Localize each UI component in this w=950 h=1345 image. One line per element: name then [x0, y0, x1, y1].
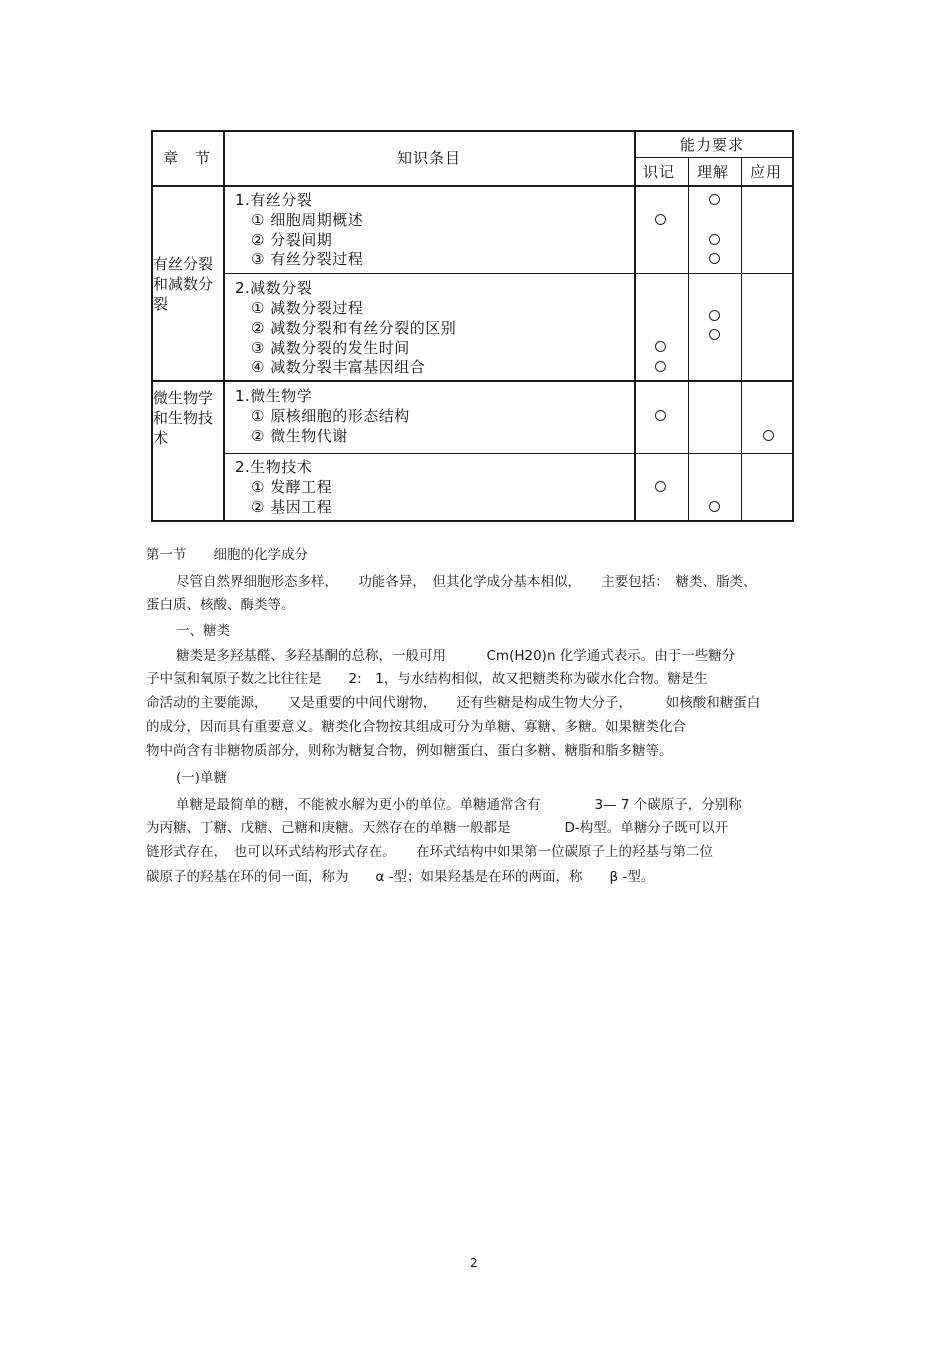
paragraph-line: 物中尚含有非糖物质部分，则称为糖复合物，例如糖蛋白、蛋白多糖、糖脂和脂多糖等。 — [146, 743, 673, 759]
requirement-circle-mark — [763, 430, 774, 441]
requirement-circle-mark — [709, 194, 720, 205]
table-divider — [223, 273, 794, 274]
requirement-circle-mark — [709, 310, 720, 321]
header-level-memorize: 识记 — [643, 163, 676, 181]
knowledge-item: ① 细胞周期概述 — [251, 211, 364, 229]
header-knowledge: 知识条目 — [397, 149, 462, 167]
table-divider — [688, 157, 689, 520]
paragraph-line: 尽管自然界细胞形态多样， 功能各异， 但其化学成分基本相似， 主要包括： 糖类、脂类、 — [176, 574, 757, 590]
requirement-circle-mark — [655, 410, 666, 421]
requirement-circle-mark — [655, 341, 666, 352]
requirement-circle-mark — [655, 481, 666, 492]
heading-monosaccharides: (一)单糖 — [176, 770, 228, 786]
chapter-microbiology-biotech: 微生物学和生物技术 — [153, 389, 214, 447]
table-divider — [741, 157, 742, 520]
paragraph-line: 单糖是最简单的糖，不能被水解为更小的单位。单糖通常含有 3— 7 个碳原子，分别称 — [176, 797, 742, 813]
paragraph-line: 蛋白质、核酸、酶类等。 — [146, 597, 295, 613]
paragraph-line: 的成分，因而具有重要意义。糖类化合物按其组成可分为单糖、寡糖、多糖。如果糖类化合 — [146, 719, 686, 735]
requirement-circle-mark — [655, 214, 666, 225]
table-divider — [223, 132, 225, 520]
knowledge-item: ② 分裂间期 — [251, 231, 333, 249]
header-level-understand: 理解 — [697, 163, 730, 181]
heading-carbohydrates: 一、糖类 — [176, 623, 230, 639]
header-level-apply: 应用 — [750, 163, 783, 181]
knowledge-block-title: 1.微生物学 — [235, 387, 313, 405]
knowledge-item: ③ 减数分裂的发生时间 — [251, 339, 410, 357]
knowledge-table — [151, 130, 794, 522]
paragraph-line: 子中氢和氧原子数之比往往是 2: 1，与水结构相似，故又把糖类称为碳水化合物。糖是生 — [146, 671, 708, 687]
table-divider — [634, 132, 636, 520]
paragraph-line: 为丙糖、丁糖、戊糖、己糖和庚糖。天然存在的单糖一般都是 D-构型。单糖分子既可以开 — [146, 820, 729, 836]
knowledge-block-title: 2.生物技术 — [235, 458, 313, 476]
requirement-circle-mark — [709, 329, 720, 340]
header-chapter: 章 节 — [163, 149, 212, 167]
table-divider — [223, 453, 794, 454]
requirement-circle-mark — [709, 234, 720, 245]
knowledge-item: ① 发酵工程 — [251, 478, 333, 496]
requirement-circle-mark — [709, 501, 720, 512]
paragraph-line: 糖类是多羟基醛、多羟基酮的总称，一般可用 Cm(H20)n 化学通式表示。由于一些糖分 — [176, 648, 736, 664]
section-title: 第一节 细胞的化学成分 — [146, 547, 308, 563]
knowledge-item: ① 减数分裂过程 — [251, 299, 364, 317]
paragraph-line: 链形式存在， 也可以环式结构形式存在。 在环式结构中如果第一位碳原子上的羟基与第二位 — [146, 844, 713, 860]
header-ability: 能力要求 — [680, 136, 745, 154]
chapter-mitosis-meiosis: 有丝分裂和减数分裂 — [153, 255, 214, 313]
paragraph-line: 碳原子的羟基在环的伺一面，称为 α -型；如果羟基是在环的两面，称 β -型。 — [146, 869, 655, 885]
page-number: 2 — [470, 1256, 478, 1270]
table-divider — [153, 380, 794, 382]
knowledge-block-title: 2.减数分裂 — [235, 279, 313, 297]
knowledge-item: ② 减数分裂和有丝分裂的区别 — [251, 319, 457, 337]
knowledge-item: ② 基因工程 — [251, 498, 333, 516]
requirement-circle-mark — [655, 361, 666, 372]
table-divider — [153, 185, 794, 187]
knowledge-block-title: 1.有丝分裂 — [235, 191, 313, 209]
knowledge-item: ③ 有丝分裂过程 — [251, 250, 364, 268]
knowledge-item: ④ 减数分裂丰富基因组合 — [251, 358, 426, 376]
requirement-circle-mark — [709, 253, 720, 264]
table-divider — [634, 157, 794, 158]
knowledge-item: ① 原核细胞的形态结构 — [251, 407, 410, 425]
knowledge-item: ② 微生物代谢 — [251, 427, 348, 445]
paragraph-line: 命活动的主要能源， 又是重要的中间代谢物， 还有些糖是构成生物大分子， 如核酸和糖蛋白 — [146, 695, 761, 711]
